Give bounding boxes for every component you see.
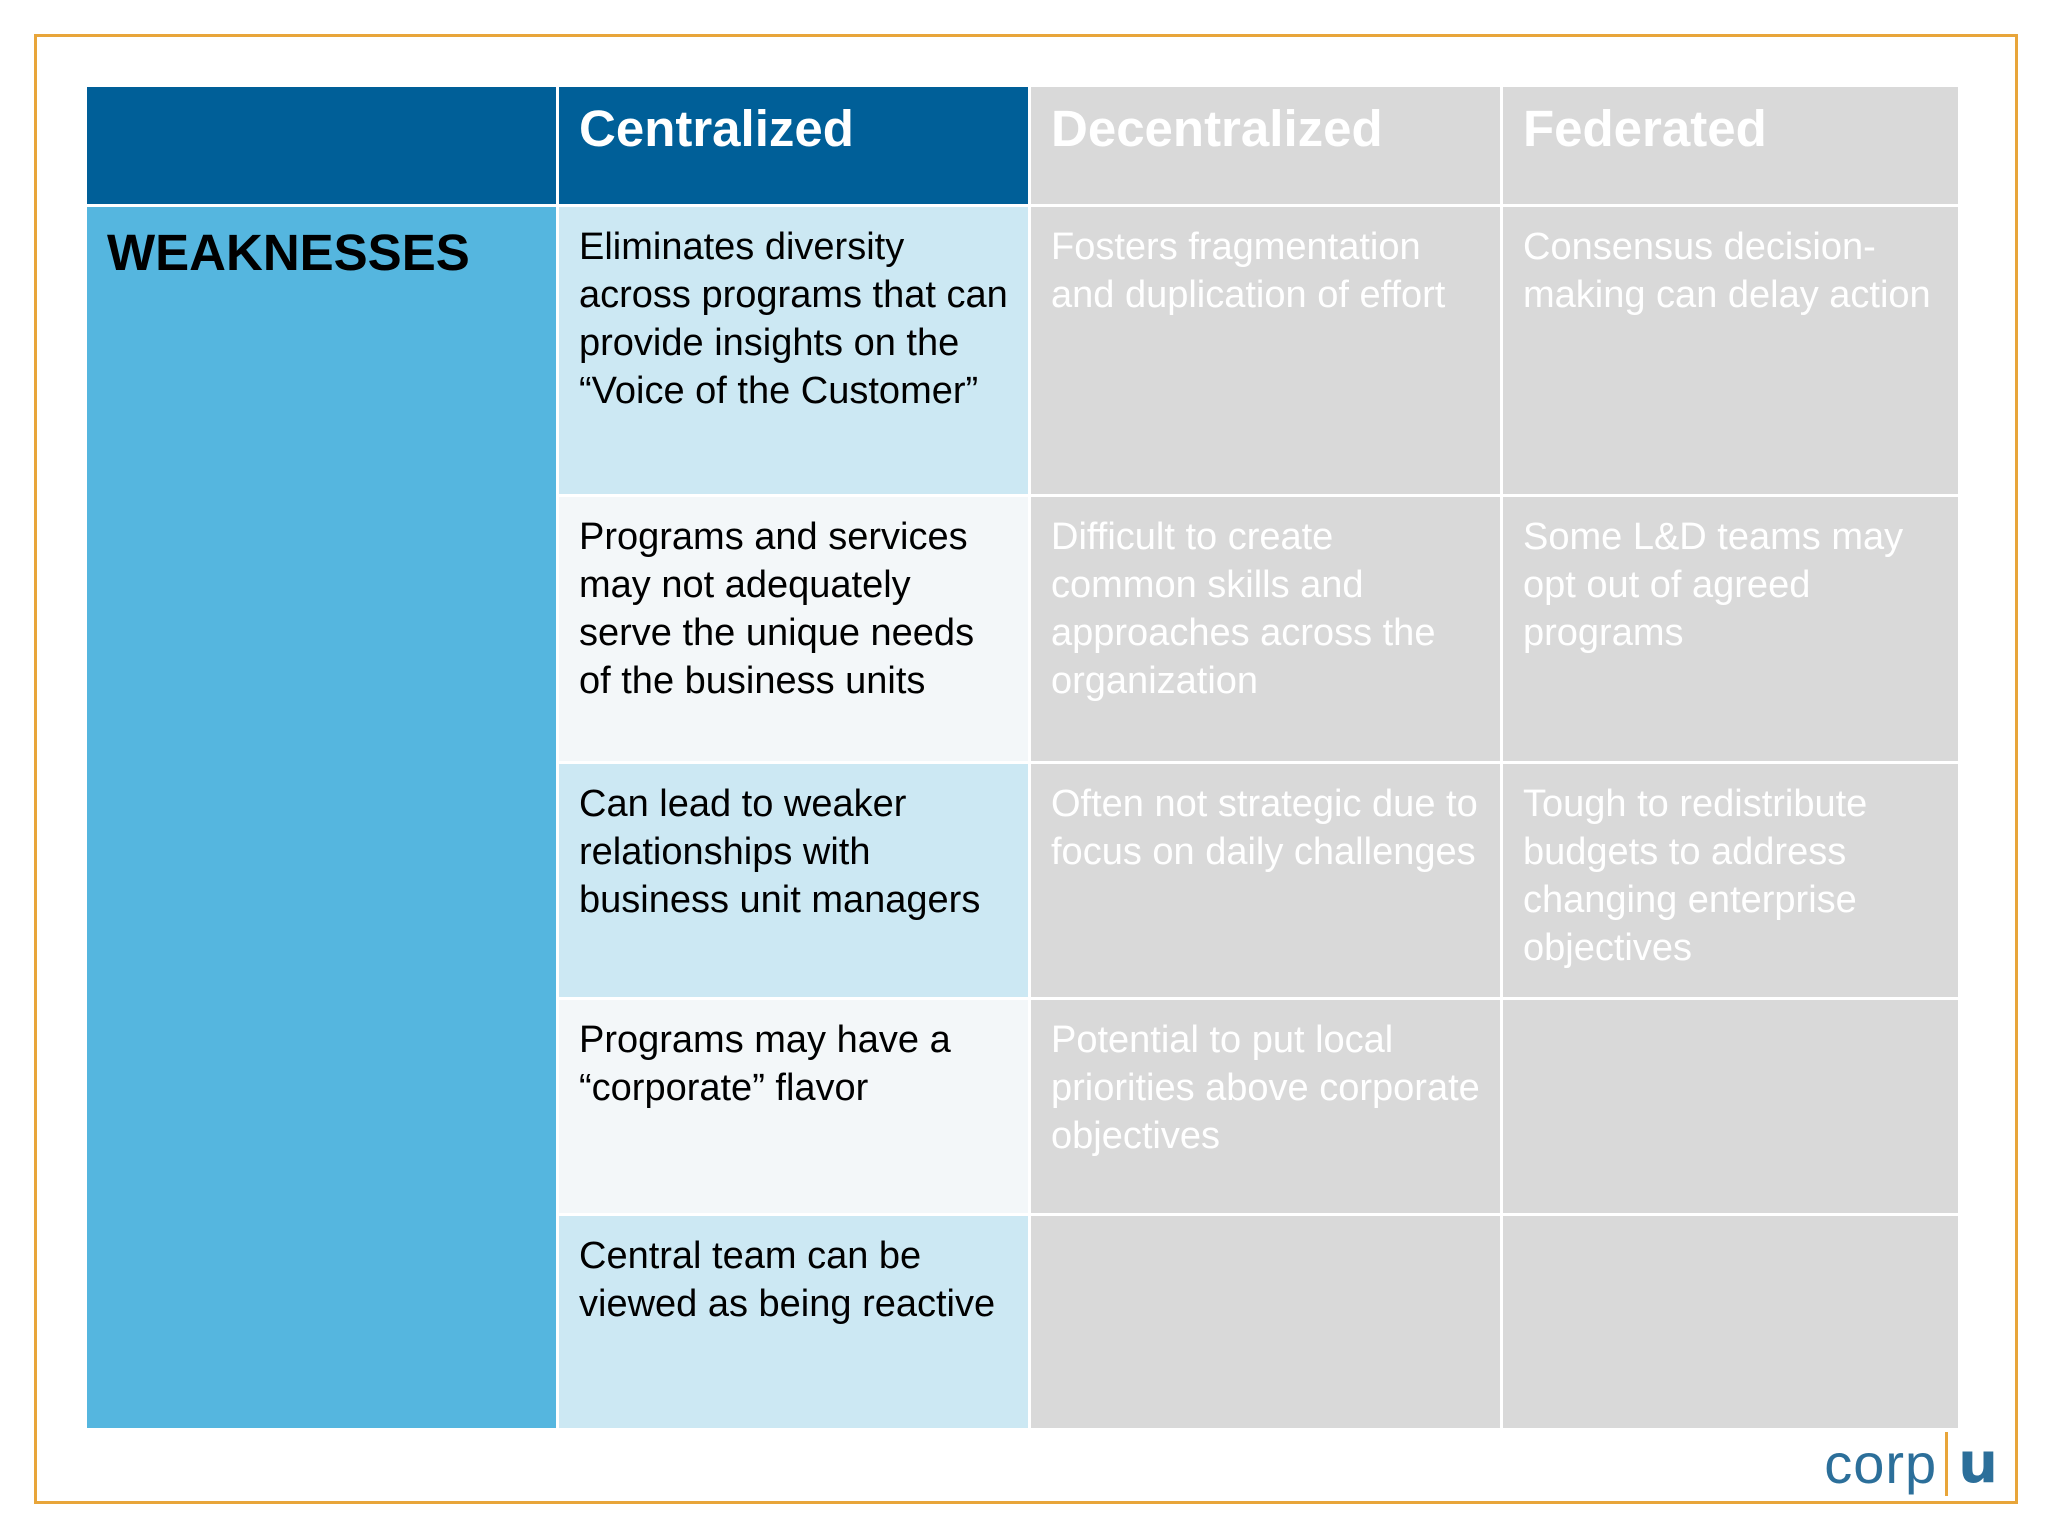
cell-federated-4 [1503,1000,1958,1213]
cell-decentralized-5 [1031,1216,1500,1428]
logo-text-u: u [1958,1431,1998,1496]
cell-centralized-1: Eliminates diversity across programs that can provide insights on the “Voice of the Customer” [559,207,1028,494]
comparison-table [87,87,1958,1428]
header-blank-cell [87,87,556,204]
cell-federated-1: Consensus decision-making can delay action [1503,207,1958,494]
logo-divider [1945,1432,1948,1496]
header-federated: Federated [1503,87,1958,204]
cell-centralized-4: Programs may have a “corporate” flavor [559,1000,1028,1213]
header-decentralized: Decentralized [1031,87,1500,204]
cell-decentralized-1: Fosters fragmentation and duplication of effort [1031,207,1500,494]
cell-federated-2: Some L&D teams may opt out of agreed programs [1503,497,1958,761]
cell-decentralized-3: Often not strategic due to focus on daily challenges [1031,764,1500,997]
logo-text-corp: corp [1824,1432,1938,1495]
cell-decentralized-4: Potential to put local priorities above corporate objectives [1031,1000,1500,1213]
header-centralized: Centralized [559,87,1028,204]
cell-federated-3: Tough to redistribute budgets to address changing enterprise objectives [1503,764,1958,997]
cell-centralized-5: Central team can be viewed as being reactive [559,1216,1028,1428]
cell-centralized-2: Programs and services may not adequately serve the unique needs of the business units [559,497,1028,761]
cell-federated-5 [1503,1216,1958,1428]
cell-decentralized-2: Difficult to create common skills and approaches across the organization [1031,497,1500,761]
row-label-weaknesses: WEAKNESSES [87,207,556,1428]
cell-centralized-3: Can lead to weaker relationships with business unit managers [559,764,1028,997]
corpu-logo [1824,1432,1998,1496]
